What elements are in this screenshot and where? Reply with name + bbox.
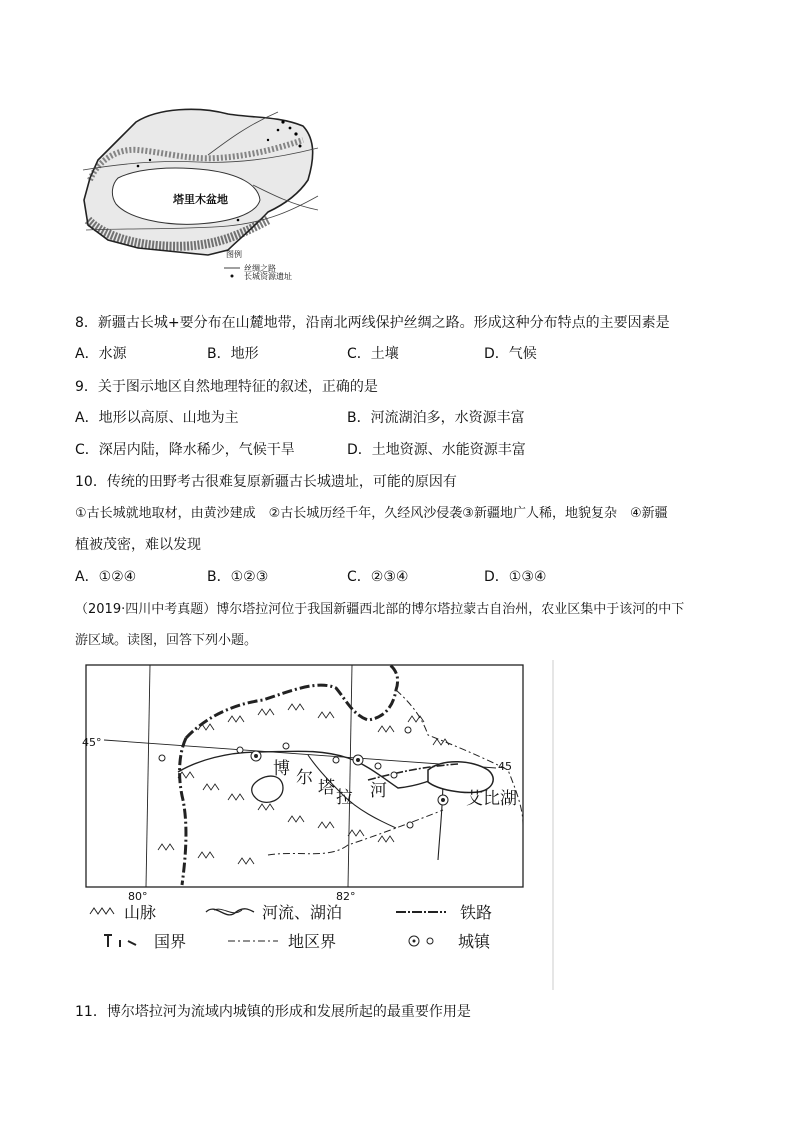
q9-option-b[interactable]: B．河流湖泊多，水资源丰富	[347, 410, 525, 426]
q10-statements-line1: ①古长城就地取材，由黄沙建成 ②古长城历经千年，久经风沙侵袭③新疆地广人稀，地貌复杂 ④新疆	[75, 506, 668, 521]
legend-railway: 铁路	[460, 903, 493, 922]
legend-towns: 城镇	[458, 932, 491, 951]
legend-mountains: 山脉	[124, 903, 157, 922]
tarim-basin-map	[78, 100, 323, 280]
legend-region-border: 地区界	[288, 932, 337, 951]
river-char-5: 河	[370, 781, 387, 801]
q8-option-a[interactable]: A．水源	[75, 346, 127, 362]
legend-sites: 长城资源遗址	[244, 272, 292, 280]
river-char-1: 博	[273, 759, 290, 779]
q9-option-c[interactable]: C．深居内陆，降水稀少，气候干旱	[75, 442, 295, 458]
q10-statements-line2: 植被茂密，难以发现	[75, 537, 201, 553]
river-char-4: 拉	[336, 788, 353, 808]
bortala-river-map	[78, 660, 556, 990]
q8-option-d[interactable]: D．气候	[484, 346, 537, 362]
intro-line2: 游区域。读图，回答下列小题。	[75, 633, 258, 648]
lake-label: 艾比湖	[466, 789, 517, 809]
q10-option-b[interactable]: B．①②③	[207, 569, 269, 585]
question-9-stem: 9．关于图示地区自然地理特征的叙述，正确的是	[75, 379, 378, 395]
river-char-2: 尔	[296, 768, 313, 788]
intro-line1: （2019·四川中考真题）博尔塔拉河位于我国新疆西北部的博尔塔拉蒙古自治州，农业区集中于该河的中下	[75, 602, 685, 617]
basin-label: 塔里木盆地	[173, 193, 228, 206]
q8-option-c[interactable]: C．土壤	[347, 346, 399, 362]
q10-option-d[interactable]: D．①③④	[484, 569, 547, 585]
legend-silk-road: 丝绸之路	[244, 264, 276, 273]
lat-45-right: 45	[498, 760, 512, 773]
question-8-stem: 8．新疆古长城+要分布在山麓地带，沿南北两线保护丝绸之路。形成这种分布特点的主要因素是	[75, 315, 670, 331]
lat-45-left: 45°	[82, 736, 102, 749]
lon-82: 82°	[336, 890, 356, 903]
q10-option-c[interactable]: C．②③④	[347, 569, 409, 585]
q10-option-a[interactable]: A．①②④	[75, 569, 137, 585]
q9-option-d[interactable]: D．土地资源、水能资源丰富	[347, 442, 526, 458]
q8-option-b[interactable]: B．地形	[207, 346, 259, 362]
legend-border: 国界	[154, 932, 187, 951]
question-11-stem: 11．博尔塔拉河为流域内城镇的形成和发展所起的最重要作用是	[75, 1004, 471, 1020]
legend-title: 图例	[226, 250, 242, 259]
question-10-stem: 10．传统的田野考古很难复原新疆古长城遗址，可能的原因有	[75, 474, 457, 490]
legend-rivers-lakes: 河流、湖泊	[262, 903, 343, 922]
lon-80: 80°	[128, 890, 148, 903]
q9-option-a[interactable]: A．地形以高原、山地为主	[75, 410, 239, 426]
river-char-3: 塔	[318, 778, 335, 798]
